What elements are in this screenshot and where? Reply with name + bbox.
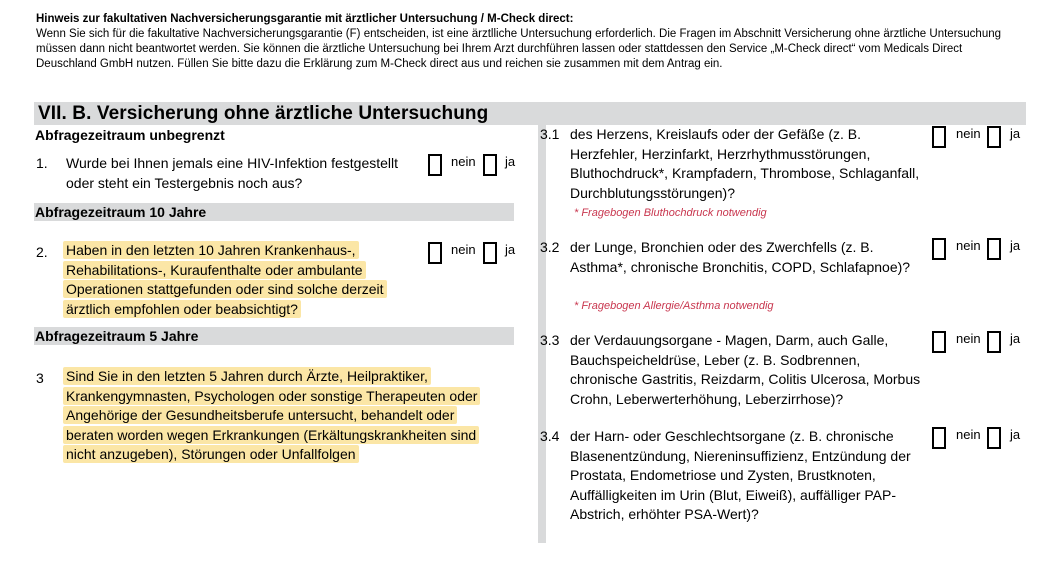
question-text-1: Wurde bei Ihnen jemals eine HIV-Infektion festgestellt oder steht ein Testergebnis noch aus?	[66, 155, 399, 191]
label-no: nein	[451, 242, 476, 257]
answer-group-3-1	[932, 126, 1027, 150]
section-title: VII. B. Versicherung ohne ärztliche Untersuchung	[38, 103, 489, 124]
question-number: 3.1	[540, 126, 560, 142]
checkbox-no[interactable]	[932, 331, 946, 353]
question-text-3-3: der Verdauungsorgane - Magen, Darm, auch Galle, Bauchspeicheldrüse, Leber (z. B. Sodbrennen, chronische Gastritis, Reizdarm, Colitis Ulcerosa, Morbus Crohn, Leberwerterhöhung, Leberzirrhose)?	[570, 332, 921, 407]
label-yes: ja	[505, 242, 516, 257]
checkbox-yes[interactable]	[987, 126, 1001, 148]
checkbox-no[interactable]	[932, 427, 946, 449]
period-header-5-years: Abfragezeitraum 5 Jahre	[34, 327, 514, 345]
checkbox-yes[interactable]	[483, 154, 497, 176]
answer-group-3-2	[932, 238, 1027, 262]
checkbox-no[interactable]	[932, 126, 946, 148]
checkbox-yes[interactable]	[987, 238, 1001, 260]
question-number: 3.4	[540, 428, 560, 444]
label-no: nein	[956, 331, 981, 346]
period-header-10-years: Abfragezeitraum 10 Jahre	[34, 203, 514, 221]
question-text-3-4: der Harn- oder Geschlechtsorgane (z. B. chronische Blasenentzündung, Niereninsuffizienz, Entzündung der Prostata, Endometriose und Zysten, Brustknoten, Auffälligkeiten im Urin (Blut, Eiweiß), auffälliger PAP-Abstrich, erhöhter PSA-Wert)?	[570, 428, 911, 522]
checkbox-yes[interactable]	[483, 242, 497, 264]
question-number: 3.2	[540, 239, 560, 255]
note-bluthochdruck: * Fragebogen Bluthochdruck notwendig	[574, 207, 767, 219]
answer-group-1	[428, 154, 523, 178]
label-no: nein	[956, 126, 981, 141]
notice-body: Wenn Sie sich für die fakultative Nachversicherungsgarantie (F) entscheiden, ist eine ärztlliche Untersuchung erforderlich. Die Fragen im Abschnitt Versicherung ohne ärztliche Untersuchung müssen dann nicht beantwortet werden. Sie können die ärztliche Untersuchung bei Ihrem Arzt durchführen lassen oder stattdessen den Service „M-Check direct“ vom Medicals Direct Deuschland GmbH nutzen. Füllen Sie bitte dazu die Erklärung zum M-Check direct aus und reichen sie zusammen mit dem Antrag ein.	[36, 28, 1002, 70]
period-header-unlimited: Abfragezeitraum unbegrenzt	[35, 127, 225, 143]
question-number: 2.	[36, 244, 48, 260]
answer-group-2	[428, 242, 523, 266]
label-yes: ja	[1010, 427, 1021, 442]
label-yes: ja	[1010, 238, 1021, 253]
question-text-2: Haben in den letzten 10 Jahren Krankenhaus-, Rehabilitations-, Kuraufenthalte oder ambulante Operationen stattgefunden oder sind solche derzeit ärztlich empfohlen oder beabsichtigt?	[63, 241, 423, 319]
question-text-3-2: der Lunge, Bronchien oder des Zwerchfells (z. B. Asthma*, chronische Bronchitis, COPD, Schlafapnoe)?	[570, 239, 911, 275]
question-text-3-1: des Herzens, Kreislaufs oder der Gefäße (z. B. Herzfehler, Herzinfarkt, Herzrhythmusstörungen, Bluthochdruck*, Krampfadern, Thrombose, Schlaganfall, Durchblutungsstörungen)?	[570, 126, 920, 201]
answer-group-3-3	[932, 331, 1027, 355]
label-no: nein	[451, 154, 476, 169]
question-text-3: Sind Sie in den letzten 5 Jahren durch Ärzte, Heilpraktiker, Krankengymnasten, Psychologen oder sonstige Therapeuten oder Angehörige der Gesundheitsberufe untersucht, behandelt oder beraten worden wegen Erkrankungen (Erkältungskrankheiten sind nicht anzugeben), Störungen oder Unfallfolgen	[63, 367, 503, 465]
label-yes: ja	[1010, 331, 1021, 346]
label-no: nein	[956, 238, 981, 253]
label-no: nein	[956, 427, 981, 442]
section-header	[34, 102, 1026, 125]
notice-block	[36, 12, 1026, 72]
question-number: 3.3	[540, 332, 560, 348]
notice-title: Hinweis zur fakultativen Nachversicherungsgarantie mit ärztlicher Untersuchung / M-Check direct:	[36, 13, 574, 25]
checkbox-no[interactable]	[428, 154, 442, 176]
checkbox-no[interactable]	[932, 238, 946, 260]
answer-group-3-4	[932, 427, 1027, 451]
note-asthma: * Fragebogen Allergie/Asthma notwendig	[574, 300, 774, 312]
question-number: 1.	[36, 155, 48, 171]
question-number: 3	[36, 370, 44, 386]
checkbox-yes[interactable]	[987, 331, 1001, 353]
label-yes: ja	[1010, 126, 1021, 141]
checkbox-yes[interactable]	[987, 427, 1001, 449]
label-yes: ja	[505, 154, 516, 169]
checkbox-no[interactable]	[428, 242, 442, 264]
